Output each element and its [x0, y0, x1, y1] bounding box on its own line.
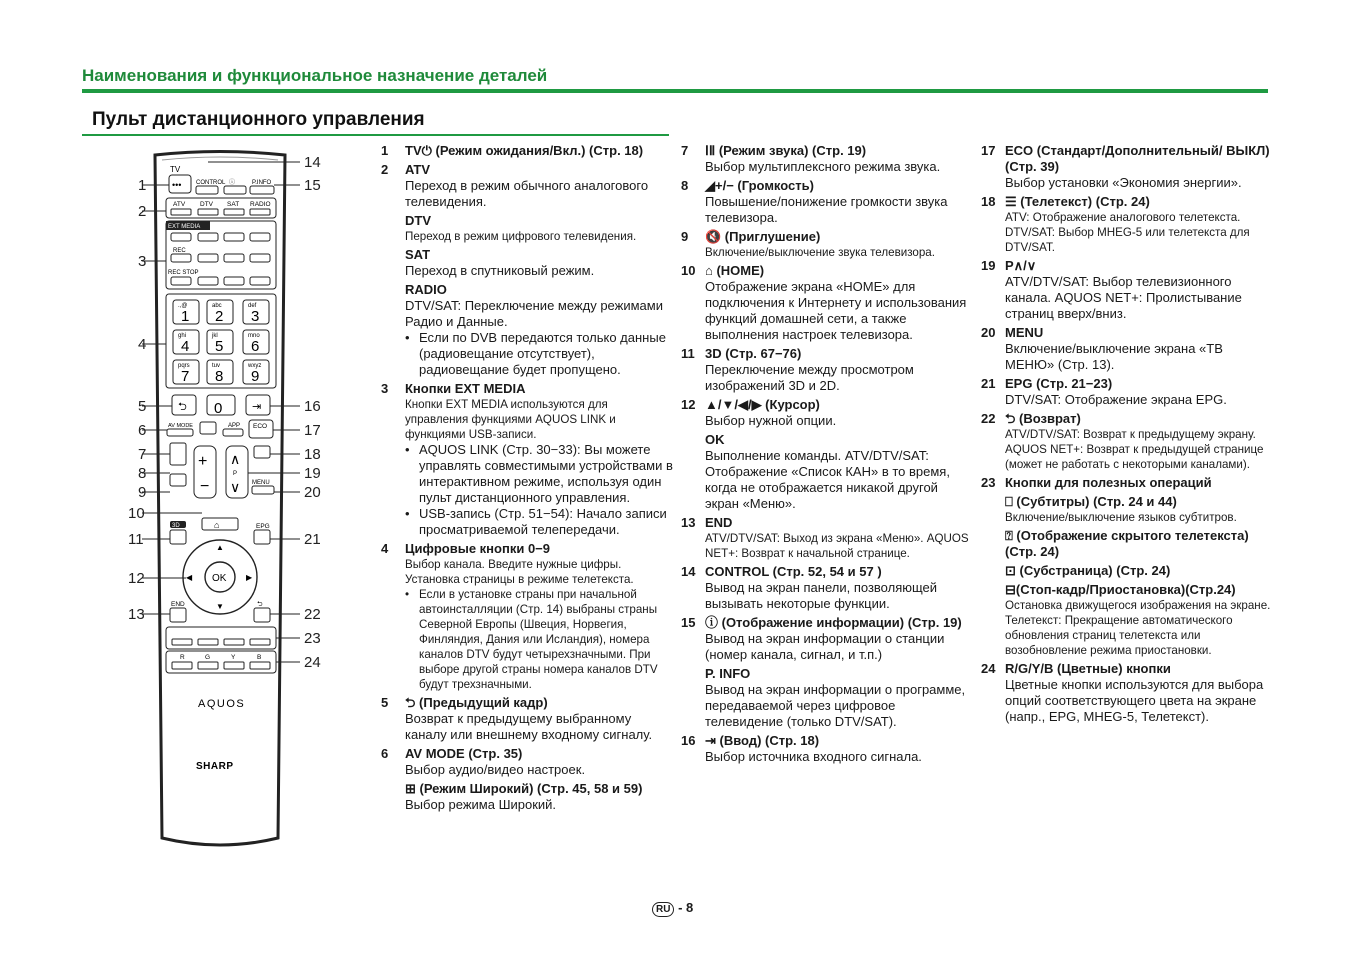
item-description: Переключение между просмотром изображений 3D и 2D. — [705, 362, 914, 393]
callout-number: 6 — [138, 422, 147, 439]
item-title: RADIO — [405, 282, 447, 297]
digit-letters-label: def — [248, 303, 257, 309]
item-title: ⎕ (Субтитры) (Стр. 24 и 44) — [1005, 494, 1177, 509]
digit-label: 5 — [215, 338, 224, 355]
item-title: MENU — [1005, 325, 1044, 340]
list-item — [381, 781, 673, 813]
item-title: P∧/∨ — [1005, 258, 1037, 273]
item-note: ATV: Отображение аналогового телетекста. DTV/SAT: Выбор MHEG-5 или телетекста для DTV/SAT. — [1005, 211, 1250, 254]
svg-text:+: + — [198, 453, 208, 470]
list-item — [981, 143, 1271, 191]
item-number: 7 — [681, 143, 689, 158]
list-item — [381, 541, 673, 692]
item-title: EPG (Стр. 21−23) — [1005, 376, 1113, 391]
digit-letters-label: tuv — [212, 363, 221, 369]
item-title: ⮌ (Предыдущий кадр) — [405, 695, 548, 710]
list-item — [981, 194, 1271, 255]
item-number — [981, 563, 1005, 579]
item-description: Выбор нужной опции. — [705, 413, 837, 428]
p-label: P — [233, 471, 238, 477]
svg-text:▲: ▲ — [216, 543, 224, 552]
callout-number: 4 — [138, 336, 147, 353]
item-description: Вывод на экран информации о программе, передаваемой через цифровое телевидение (только DTV/SAT). — [705, 682, 966, 729]
item-title: R/G/Y/B (Цветные) кнопки — [1005, 661, 1171, 676]
item-number — [981, 582, 1005, 658]
item-title: CONTROL (Стр. 52, 54 и 57 ) — [705, 564, 882, 579]
item-number: 6 — [381, 746, 389, 761]
item-description: DTV/SAT: Переключение между режимами Радио и Данные. — [405, 298, 663, 329]
callout-number: 16 — [304, 398, 321, 415]
digit-label: 1 — [181, 308, 190, 325]
callout-number: 17 — [304, 422, 321, 439]
digit-label: 9 — [251, 368, 260, 385]
column-1 — [381, 143, 673, 816]
item-title: TV⏻ (Режим ожидания/Вкл.) (Стр. 18) — [405, 143, 644, 158]
item-number — [381, 213, 405, 244]
item-number — [681, 432, 705, 512]
callout-number: 15 — [304, 177, 321, 194]
epg-label: EPG — [256, 523, 270, 530]
item-title: ECO (Стандарт/Дополнительный/ ВЫКЛ) (Стр. 39) — [1005, 143, 1270, 174]
callout-number: 5 — [138, 398, 147, 415]
item-title: ⊞ (Режим Широкий) (Стр. 45, 58 и 59) — [405, 781, 643, 796]
item-description: Отображение экрана «HOME» для подключения к Интернету и использования функций домашней сети, а также выполнения настроек телевизора. — [705, 279, 967, 342]
radio-label: RADIO — [250, 201, 271, 208]
list-item — [381, 695, 673, 743]
item-number: 20 — [981, 325, 996, 340]
digit-label: 8 — [215, 368, 224, 385]
item-note: Выбор канала. Введите нужные цифры. Установка страницы в режиме телетекста. — [405, 558, 634, 586]
callout-number: 19 — [304, 465, 321, 482]
item-number — [681, 666, 705, 730]
item-title: ⮌ (Возврат) — [1005, 411, 1081, 426]
wide-button — [200, 422, 216, 434]
svg-text:⮌: ⮌ — [178, 401, 187, 413]
digit-letters-label: pqrs — [178, 363, 190, 369]
item-number: 19 — [981, 258, 996, 273]
bullet-item: • AQUOS LINK (Стр. 30−33): Вы можете управлять совместимыми устройствами в интерактивном режиме, используя один пульт дистанционного управления. — [405, 442, 673, 505]
app-label: APP — [228, 423, 241, 429]
callout-number: 21 — [304, 531, 321, 548]
callout-number: 13 — [128, 606, 145, 623]
list-item — [381, 143, 673, 159]
item-description: Переход в режим обычного аналогового телевидения. — [405, 178, 649, 209]
b-label: B — [257, 654, 262, 661]
item-description: Цветные кнопки используются для выбора опций соответствующего цвета на экране (напр., EPG, MHEG-5, Телетекст). — [1005, 677, 1264, 724]
item-description: ATV/DTV/SAT: Выбор телевизионного канала. AQUOS NET+: Пролистывание страниц вверх/вниз. — [1005, 274, 1242, 321]
item-number — [381, 247, 405, 279]
column-2 — [681, 143, 973, 768]
return-button — [254, 608, 270, 622]
item-note: Кнопки EXT MEDIA используются для управления функциями AQUOS LINK и функциями USB-записи. — [405, 398, 616, 441]
item-title: ◢+/− (Громкость) — [705, 178, 814, 193]
list-item — [381, 213, 673, 244]
list-item — [681, 432, 973, 512]
list-item — [981, 258, 1271, 322]
list-item — [381, 282, 673, 378]
item-description: Выбор мультиплексного режима звука. — [705, 159, 941, 174]
svg-text:−: − — [200, 478, 210, 495]
ok-label: OK — [212, 573, 227, 584]
atv-label: ATV — [173, 201, 186, 208]
item-description: Вывод на экран информации о станции (номер канала, сигнал, и т.п.) — [705, 631, 945, 662]
item-number — [381, 781, 405, 813]
item-title: Цифровые кнопки 0−9 — [405, 541, 550, 556]
callout-number: 10 — [128, 505, 145, 522]
svg-text:⇥: ⇥ — [252, 401, 262, 413]
item-note: Переход в режим цифрового телевидения. — [405, 230, 637, 243]
callout-number: 1 — [138, 177, 147, 194]
g-label: G — [205, 654, 211, 661]
list-item — [681, 397, 973, 429]
digit-label: 2 — [215, 308, 224, 325]
list-item — [381, 381, 673, 538]
callout-number: 7 — [138, 446, 147, 463]
item-number: 2 — [381, 162, 389, 177]
item-number: 3 — [381, 381, 389, 396]
item-number — [981, 528, 1005, 560]
item-number: 11 — [681, 346, 695, 361]
item-number: 17 — [981, 143, 996, 158]
item-number: 18 — [981, 194, 996, 209]
list-item — [681, 615, 973, 663]
item-number: 12 — [681, 397, 696, 412]
item-description: DTV/SAT: Отображение экрана EPG. — [1005, 392, 1227, 407]
list-item — [981, 661, 1271, 725]
svg-text:▼: ▼ — [216, 602, 224, 611]
item-description: Вывод на экран панели, позволяющей вызывать некоторые функции. — [705, 580, 938, 611]
list-item — [681, 229, 973, 260]
item-title: ☰ (Телетекст) (Стр. 24) — [1005, 194, 1150, 209]
section-title: Пульт дистанционного управления — [92, 109, 425, 130]
home-button — [202, 518, 238, 530]
page-number: RU - 8 — [652, 900, 693, 917]
item-number: 21 — [981, 376, 996, 391]
digit-letters-label: mno — [248, 333, 260, 339]
svg-text:•••: ••• — [172, 180, 182, 190]
page-header: Наименования и функциональное назначение деталей — [82, 66, 548, 85]
callout-number: 22 — [304, 606, 321, 623]
item-number: 13 — [681, 515, 696, 530]
menu-label: MENU — [252, 480, 270, 486]
control-button — [196, 186, 218, 194]
end-label: END — [171, 601, 185, 608]
eco-label: ECO — [253, 423, 268, 430]
list-item — [681, 143, 973, 175]
item-title: END — [705, 515, 733, 530]
item-title: OK — [705, 432, 725, 447]
bullet-item: • Если по DVB передаются только данные (радиовещание отсутствует), радиовещание будет пропущено. — [405, 330, 666, 377]
item-number: 15 — [681, 615, 696, 630]
item-title: 3D (Стр. 67−76) — [705, 346, 802, 361]
item-title: ⅠⅡ (Режим звука) (Стр. 19) — [705, 143, 867, 158]
list-item — [981, 528, 1271, 560]
svg-text:◀: ◀ — [186, 573, 193, 582]
item-title: 🔇 (Приглушение) — [705, 229, 821, 244]
svg-text:ⓘ: ⓘ — [229, 180, 236, 186]
item-number: 5 — [381, 695, 389, 710]
list-item — [381, 162, 673, 210]
list-item — [381, 247, 673, 279]
item-number: 16 — [681, 733, 696, 748]
remote-control-illustration — [0, 0, 340, 954]
callout-number: 11 — [128, 531, 144, 548]
callout-number: 8 — [138, 465, 147, 482]
list-item — [981, 494, 1271, 525]
sharp-logo: SHARP — [196, 761, 234, 772]
rec-label: REC — [173, 248, 186, 254]
item-title: ⍰ (Отображение скрытого телетекста) (Стр. 24) — [1005, 528, 1249, 559]
lang-badge: RU — [652, 902, 674, 917]
item-title: ⓘ (Отображение информации) (Стр. 19) — [705, 615, 962, 630]
control-label: CONTROL — [196, 180, 226, 186]
list-item — [981, 475, 1271, 491]
item-number: 10 — [681, 263, 696, 278]
pinfo-button — [250, 186, 274, 194]
item-description: Возврат к предыдущему выбранному каналу или внешнему входному сигналу. — [405, 711, 653, 742]
av-mode-label: AV MODE — [168, 423, 193, 429]
3d-label: 3D — [172, 523, 180, 529]
item-title: ATV — [405, 162, 431, 177]
item-number — [981, 494, 1005, 525]
svg-text:⌂: ⌂ — [214, 520, 220, 530]
item-title: P. INFO — [705, 666, 751, 681]
list-item — [681, 178, 973, 226]
svg-text:∧: ∧ — [230, 451, 241, 467]
digit-label: 7 — [181, 368, 190, 385]
list-item — [681, 346, 973, 394]
item-title: ⌂ (HOME) — [705, 263, 765, 278]
digit-letters-label: .,@ — [178, 303, 188, 309]
ext-media-label: EXT MEDIA — [168, 224, 201, 230]
item-title: ▲/▼/◀/▶ (Курсор) — [705, 397, 820, 412]
list-item — [981, 411, 1271, 472]
list-item — [681, 666, 973, 730]
callout-number: 18 — [304, 446, 321, 463]
digit-letters-label: jkl — [212, 333, 218, 339]
r-label: R — [180, 654, 185, 661]
callout-number: 20 — [304, 484, 321, 501]
item-title: SAT — [405, 247, 431, 262]
pinfo-label: P.INFO — [252, 180, 272, 186]
item-description: Выбор режима Широкий. — [405, 797, 557, 812]
callout-number: 14 — [304, 154, 321, 171]
item-description: Переход в спутниковый режим. — [405, 263, 595, 278]
item-number: 14 — [681, 564, 696, 579]
digit-letters-label: abc — [212, 303, 222, 309]
item-title: AV MODE (Стр. 35) — [405, 746, 523, 761]
item-title: Кнопки EXT MEDIA — [405, 381, 526, 396]
list-item — [681, 263, 973, 343]
svg-text:▶: ▶ — [246, 573, 253, 582]
item-title: Кнопки для полезных операций — [1005, 475, 1212, 490]
item-note: ATV/DTV/SAT: Возврат к предыдущему экрану. AQUOS NET+: Возврат к предыдущей странице (может не работать с некоторыми каналами). — [1005, 428, 1264, 471]
svg-text:⮌: ⮌ — [257, 601, 263, 608]
item-note: ATV/DTV/SAT: Выход из экрана «Меню». AQUOS NET+: Возврат к начальной странице. — [705, 532, 969, 560]
bullet-item: • Если в установке страны при начальной автоинсталляции (Стр. 14) выбраны страны Северной Европы (Швеция, Норвегия, Финляндия, Дания или Исландия), номера каналов DTV будут четырехзначными. При выборе другой страны номера каналов DTV будут трехзначными. — [405, 588, 658, 691]
item-note: Включение/выключение звука телевизора. — [705, 246, 935, 259]
callout-number: 3 — [138, 253, 147, 270]
list-item — [381, 746, 673, 778]
list-item — [681, 564, 973, 612]
aquos-logo: AQUOS — [198, 698, 246, 710]
mute-button — [170, 474, 186, 486]
tv-label: TV — [170, 165, 181, 174]
item-title: ⊟(Стоп-кадр/Приостановка)(Стр.24) — [1005, 582, 1236, 597]
item-note: Включение/выключение языков субтитров. — [1005, 511, 1237, 524]
item-description: Выбор аудио/видео настроек. — [405, 762, 586, 777]
item-description: Повышение/понижение громкости звука телевизора. — [705, 194, 948, 225]
column-3 — [981, 143, 1271, 728]
sat-label: SAT — [227, 201, 240, 208]
rec-stop-label: REC STOP — [168, 270, 199, 276]
item-number: 23 — [981, 475, 996, 490]
item-number: 22 — [981, 411, 996, 426]
item-number — [381, 282, 405, 378]
callout-number: 9 — [138, 484, 147, 501]
list-item — [681, 515, 973, 561]
svg-text:∨: ∨ — [230, 479, 241, 495]
dtv-label: DTV — [200, 201, 213, 208]
digit-label: 4 — [181, 338, 190, 355]
item-number: 24 — [981, 661, 996, 676]
callout-number: 2 — [138, 203, 147, 220]
digit-label: 3 — [251, 308, 260, 325]
item-title: DTV — [405, 213, 431, 228]
list-item — [981, 325, 1271, 373]
item-number: 4 — [381, 541, 389, 556]
item-number: 9 — [681, 229, 689, 244]
digit-letters-label: ghi — [178, 333, 187, 339]
item-description: Выбор установки «Экономия энергии». — [1005, 175, 1242, 190]
info-button — [224, 186, 246, 194]
item-note: Остановка движущегося изображения на экране. Телетекст: Прекращение автоматического обновления страниц телетекста или возобновление режима приостановки. — [1005, 599, 1271, 657]
list-item — [981, 563, 1271, 579]
item-description: Включение/выключение экрана «ТВ МЕНЮ» (Стр. 13). — [1005, 341, 1223, 372]
callout-number: 23 — [304, 630, 321, 647]
list-item — [981, 376, 1271, 408]
digit-0-label: 0 — [214, 400, 223, 417]
item-title: ⇥ (Ввод) (Стр. 18) — [705, 733, 820, 748]
callout-number: 12 — [128, 570, 145, 587]
item-number: 8 — [681, 178, 689, 193]
list-item — [981, 582, 1271, 658]
item-number: 1 — [381, 143, 389, 158]
digit-label: 6 — [251, 338, 260, 355]
digit-letters-label: wxyz — [248, 363, 262, 369]
callout-number: 24 — [304, 654, 321, 671]
bullet-item: • USB-запись (Стр. 51−54): Начало записи просматриваемой телепередачи. — [405, 506, 667, 537]
item-description: Выбор источника входного сигнала. — [705, 749, 922, 764]
list-item — [681, 733, 973, 765]
item-description: Выполнение команды. ATV/DTV/SAT: Отображение «Список КАН» в то время, когда не отображается никакой другой экран «Меню». — [705, 448, 950, 511]
item-title: ⊡ (Субстраница) (Стр. 24) — [1005, 563, 1171, 578]
y-label: Y — [231, 654, 236, 661]
